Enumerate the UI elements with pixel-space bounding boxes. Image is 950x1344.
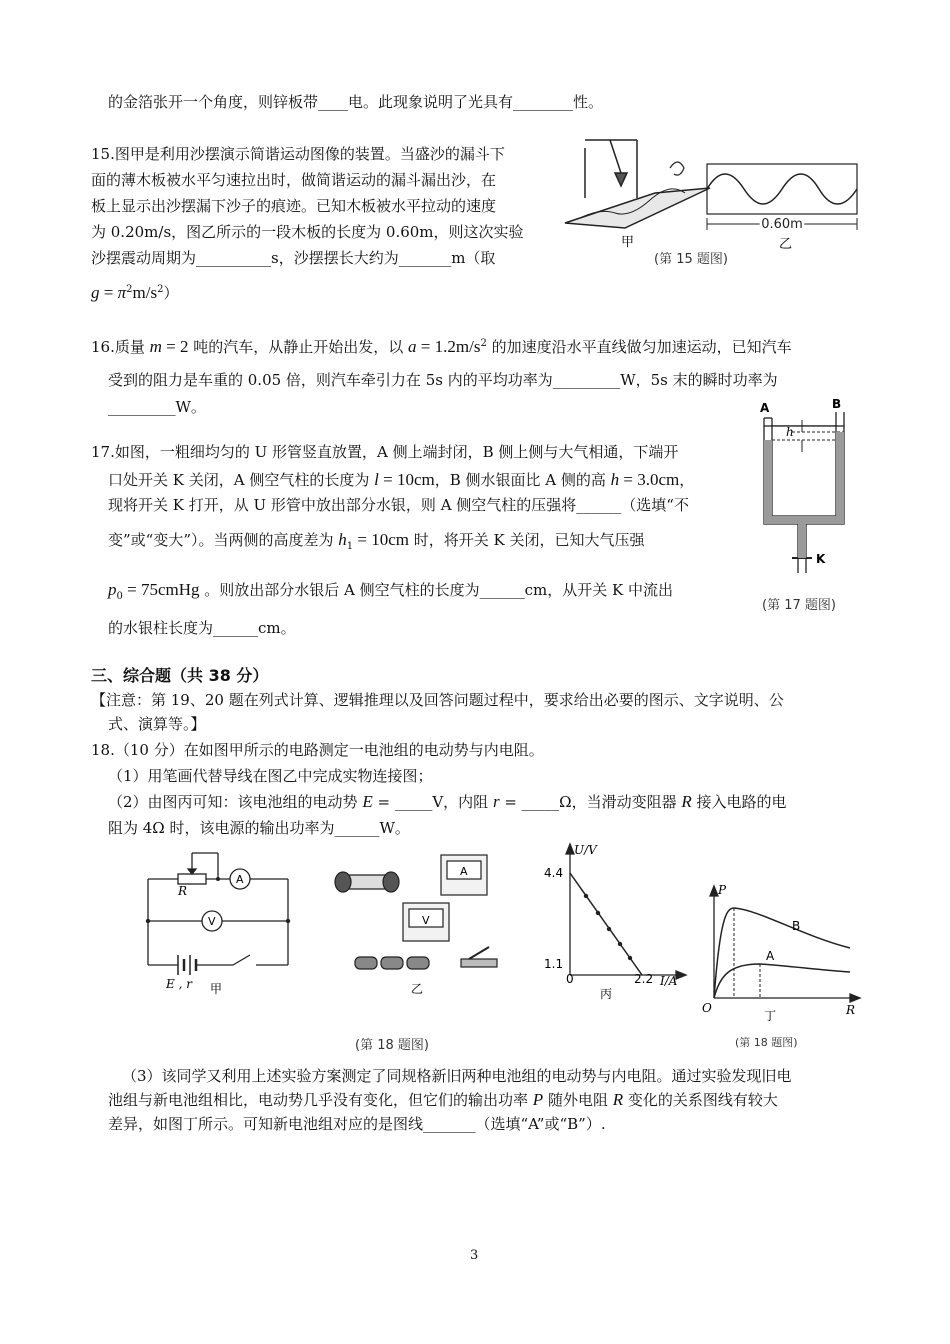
circuit-label-R: R (178, 884, 188, 898)
curve-label-A: A (766, 949, 775, 963)
q17-caption: (第 17 题图) (762, 598, 836, 613)
accel-symbol: a (408, 337, 417, 356)
fig18-label-jia: 甲 (210, 982, 223, 995)
p0-value: = 75cmHg (122, 580, 200, 599)
battery-label: E , r (166, 977, 192, 991)
q18-line-6 (108, 1090, 778, 1110)
r-symbol: r (492, 792, 500, 811)
q18-line6-mid: 随外电阻 (543, 1091, 613, 1109)
P-symbol: P (532, 1090, 544, 1109)
q15-line-1: 15.图甲是利用沙摆演示简谐运动图像的装置。当盛沙的漏斗下 (91, 145, 505, 163)
q18-line-4: 阻为 4Ω 时，该电源的输出功率为______W。 (108, 819, 410, 837)
ui-tick-22: 2.2 (634, 972, 654, 986)
h1-subscript: 1 (346, 541, 354, 552)
apparatus-voltmeter-label: V (422, 914, 430, 927)
q17-line-2 (108, 470, 694, 490)
p0-symbol: p (108, 580, 117, 599)
fig18-label-ding: 丁 (764, 1009, 777, 1023)
u-tube-figure (752, 398, 852, 583)
q18-line-5: （3）该同学又利用上述实验方案测定了同规格新旧两种电池组的电动势与内电阻。通过实验发现旧电 (122, 1067, 792, 1085)
q17-line4-pre: 变”或“变大”）。当两侧的高度差为 (108, 531, 339, 549)
fig18-label-yi: 乙 (411, 982, 424, 996)
accel-exponent: 2 (480, 338, 487, 349)
h1-value: = 10cm (353, 530, 410, 549)
apparatus-ammeter-label: A (460, 865, 468, 878)
q16-pre: 16.质量 (91, 338, 150, 356)
tube-label-h: h (786, 425, 794, 439)
p0-subscript: 0 (116, 591, 123, 602)
sand-pendulum-apparatus (565, 140, 710, 228)
fig18-label-bing: 丙 (600, 987, 613, 1000)
ui-axis-U: U/V (574, 843, 597, 857)
q16-line-3: _________W。 (108, 398, 206, 416)
pi-exponent: 2 (126, 284, 133, 295)
q18-line-7: 差异，如图丁所示。可知新电池组对应的是图线_______（选填“A”或“B”）. (108, 1115, 606, 1133)
h1-symbol: h (338, 530, 347, 549)
q17-line-3: 现将开关 K 打开，从 U 形管中放出部分水银，则 A 侧空气柱的压强将______（选填“不 (108, 496, 689, 514)
mass-value: = 2 (161, 337, 189, 356)
g-close: ） (163, 284, 179, 302)
q17-line-1: 17.如图，一粗细均匀的 U 形管竖直放置，A 侧上端封闭，B 侧上侧与大气相通，下端开 (91, 443, 679, 461)
l-symbol: l (374, 470, 379, 489)
sine-trace (707, 174, 857, 204)
q17-line2-mid: ，B 侧水银面比 A 侧的高 (434, 471, 611, 489)
mercury-right (836, 432, 844, 524)
section-3-note-2: 式、演算等。】 (108, 715, 206, 733)
q17-line-5 (108, 580, 673, 607)
q18-line3-pre: （2）由图丙可知：该电池组的电动势 (108, 793, 363, 811)
accel-value: = 1.2m/s (416, 337, 481, 356)
h-value: = 3.0cm (619, 470, 680, 489)
q15-caption: (第 15 题图) (654, 252, 728, 267)
page-number: 3 (470, 1248, 479, 1263)
fig15-length-label: 0.60m (761, 217, 803, 232)
voltmeter-label: V (208, 915, 216, 928)
q18-caption-ding: (第 18 题图) (735, 1036, 798, 1049)
tube-label-A: A (760, 401, 770, 415)
h-symbol: h (610, 470, 620, 489)
g-unit-exponent: 2 (157, 284, 164, 295)
ui-plot-bing (530, 840, 690, 1000)
pr-plot-ding (700, 880, 865, 1030)
q18-line3-post: 接入电路的电 (691, 793, 787, 811)
fig15-label-yi: 乙 (779, 237, 793, 252)
R-symbol: R (681, 792, 692, 811)
R2-symbol: R (612, 1090, 624, 1109)
q16-line-1 (91, 334, 792, 357)
section-3-title: 三、综合题（共 38 分） (91, 666, 269, 685)
tube-label-B: B (832, 398, 842, 411)
circuit-diagram-jia (138, 845, 298, 995)
apparatus-figure-yi (325, 845, 505, 1000)
mercury-left (764, 440, 772, 524)
pr-axis-R: R (846, 1003, 856, 1017)
q15-line-3: 板上显示出沙摆漏下沙子的痕迹。已知木板被水平拉动的速度 (91, 197, 497, 215)
q17-line4-post: 时，将开关 K 关闭，已知大气压强 (409, 531, 645, 549)
q18-line-3 (108, 792, 787, 812)
q17-line2-pre: 口处开关 K 关闭，A 侧空气柱的长度为 (108, 471, 375, 489)
q17-line2-post: ， (679, 471, 695, 489)
mercury-stem (798, 524, 806, 558)
g-unit: m/s (132, 283, 158, 302)
g-symbol: g (91, 283, 100, 302)
emf-symbol: E (362, 792, 373, 811)
q18-line6-pre: 池组与新电池组相比，电动势几乎没有变化，但它们的输出功率 (108, 1091, 533, 1109)
q14-tail-line: 的金箔张开一个角度，则锌板带____电。此现象说明了光具有________性。 (108, 93, 604, 111)
pr-origin-O: O (702, 1001, 712, 1015)
q16-post: 的加速度沿水平直线做匀加速运动，已知汽车 (486, 338, 792, 356)
q18-line-1: 18.（10 分）在如图甲所示的电路测定一电池组的电动势与内电阻。 (91, 741, 544, 759)
q18-caption-main: (第 18 题图) (355, 1038, 429, 1053)
q15-g-formula (91, 280, 178, 303)
section-3-note-1: 【注意：第 19、20 题在列式计算、逻辑推理以及回答问题过程中，要求给出必要的图示、文字说明、公 (91, 691, 784, 709)
q15-line-2: 面的薄木板被水平匀速拉出时，做简谐运动的漏斗漏出沙，在 (91, 171, 497, 189)
g-equals: = (99, 283, 118, 302)
fig15-label-jia: 甲 (621, 235, 635, 250)
tube-label-K: K (816, 552, 826, 566)
q18-line-2: （1）用笔画代替导线在图乙中完成实物连接图； (108, 767, 433, 785)
q15-line-4: 为 0.20m/s，图乙所示的一段木板的长度为 0.60m，则这次实验 (91, 223, 524, 241)
q16-mid: 吨的汽车，从静止开始出发，以 (188, 338, 409, 356)
l-value: = 10cm (378, 470, 435, 489)
ammeter-label: A (236, 873, 244, 886)
ui-tick-44: 4.4 (544, 866, 564, 880)
ui-tick-11: 1.1 (544, 957, 564, 971)
curve-label-B: B (792, 919, 801, 933)
q16-line-2: 受到的阻力是车重的 0.05 倍，则汽车牵引力在 5s 内的平均功率为_________W，5s 末的瞬时功率为 (108, 371, 778, 389)
ui-tick-0: 0 (566, 972, 574, 986)
ui-axis-I: I/A (660, 974, 678, 988)
q17-line-6: 的水银柱长度为______cm。 (108, 619, 296, 637)
q18-line3-mid2: = _____Ω，当滑动变阻器 (499, 793, 682, 811)
pi-symbol: π (117, 283, 127, 302)
pr-axis-P: P (718, 883, 727, 897)
mercury-bottom (772, 516, 836, 524)
q17-line5-post: 。则放出部分水银后 A 侧空气柱的长度为______cm，从开关 K 中流出 (199, 581, 674, 599)
q18-line6-post: 变化的关系图线有较大 (623, 1091, 778, 1109)
mass-symbol: m (149, 337, 162, 356)
q18-line3-mid1: = _____V，内阻 (372, 793, 493, 811)
q17-line-4 (108, 530, 645, 557)
q15-line-5: 沙摆震动周期为__________s，沙摆摆长大约为_______m（取 (91, 249, 496, 267)
